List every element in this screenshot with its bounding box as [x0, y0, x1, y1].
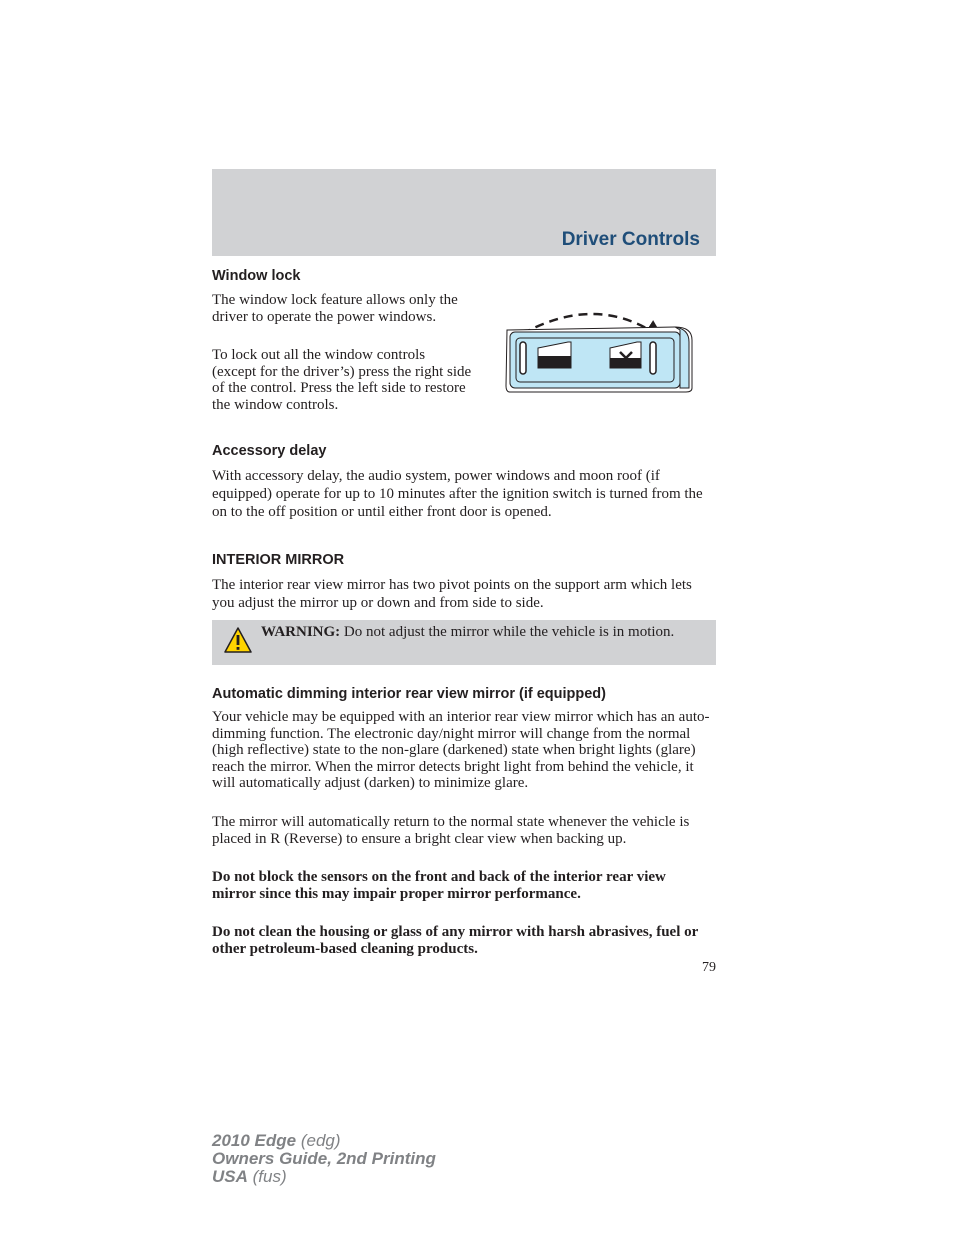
warning-box: [212, 620, 716, 665]
heading-accessory-delay: Accessory delay: [212, 443, 327, 459]
page-number: 79: [702, 960, 716, 975]
section-header-bar: [212, 169, 716, 256]
warning-message: Do not adjust the mirror while the vehicle is in motion.: [340, 624, 675, 640]
auto-dimming-paragraph-4: Do not clean the housing or glass of any mirror with harsh abrasives, fuel or other petroleum-based cleaning products.: [212, 924, 698, 957]
footer-model-code: (edg): [296, 1131, 341, 1150]
heading-window-lock: Window lock: [212, 268, 301, 284]
footer-guide: Owners Guide, 2nd Printing: [212, 1149, 436, 1168]
warning-label: WARNING:: [261, 624, 341, 640]
section-title: Driver Controls: [561, 229, 700, 250]
footer-line-3: [212, 1168, 436, 1186]
window-lock-paragraph-1: The window lock feature allows only the driver to operate the power windows.: [212, 292, 458, 325]
warning-text: [261, 624, 701, 641]
interior-mirror-paragraph: The interior rear view mirror has two pivot points on the support arm which lets you adjust the mirror up or down and from side to side.: [212, 577, 692, 611]
heading-auto-dimming: Automatic dimming interior rear view mirror (if equipped): [212, 686, 606, 702]
warning-triangle-icon: [224, 626, 252, 654]
accessory-delay-paragraph: With accessory delay, the audio system, power windows and moon roof (if equipped) operate for up to 10 minutes after the ignition switch is turned from the on to the off position or until either front door is opened.: [212, 468, 703, 520]
window-lock-paragraph-2: To lock out all the window controls (except for the driver’s) press the right side of the control. Press the left side to restore the window controls.: [212, 347, 472, 413]
footer-region-code: (fus): [247, 1167, 287, 1186]
auto-dimming-paragraph-2: The mirror will automatically return to the normal state whenever the vehicle is placed in R (Reverse) to ensure a bright clear view when backing up.: [212, 814, 690, 847]
footer-line-1: [212, 1132, 436, 1150]
footer: [212, 1132, 436, 1186]
auto-dimming-paragraph-1: Your vehicle may be equipped with an interior rear view mirror which has an auto-dimming function. The electronic day/night mirror will change from the normal (high reflective) state to the non-glare (darkened) state when bright lights (glare) reach the mirror. When the mirror detects bright light from behind the vehicle, it will automatically adjust (darken) to minimize glare.: [212, 709, 710, 792]
window-lock-switch-illustration: [500, 300, 700, 398]
footer-model: 2010 Edge: [212, 1131, 297, 1150]
heading-interior-mirror: INTERIOR MIRROR: [212, 552, 345, 568]
footer-region: USA: [212, 1167, 248, 1186]
auto-dimming-paragraph-3: Do not block the sensors on the front and back of the interior rear view mirror since this may impair proper mirror performance.: [212, 869, 666, 902]
